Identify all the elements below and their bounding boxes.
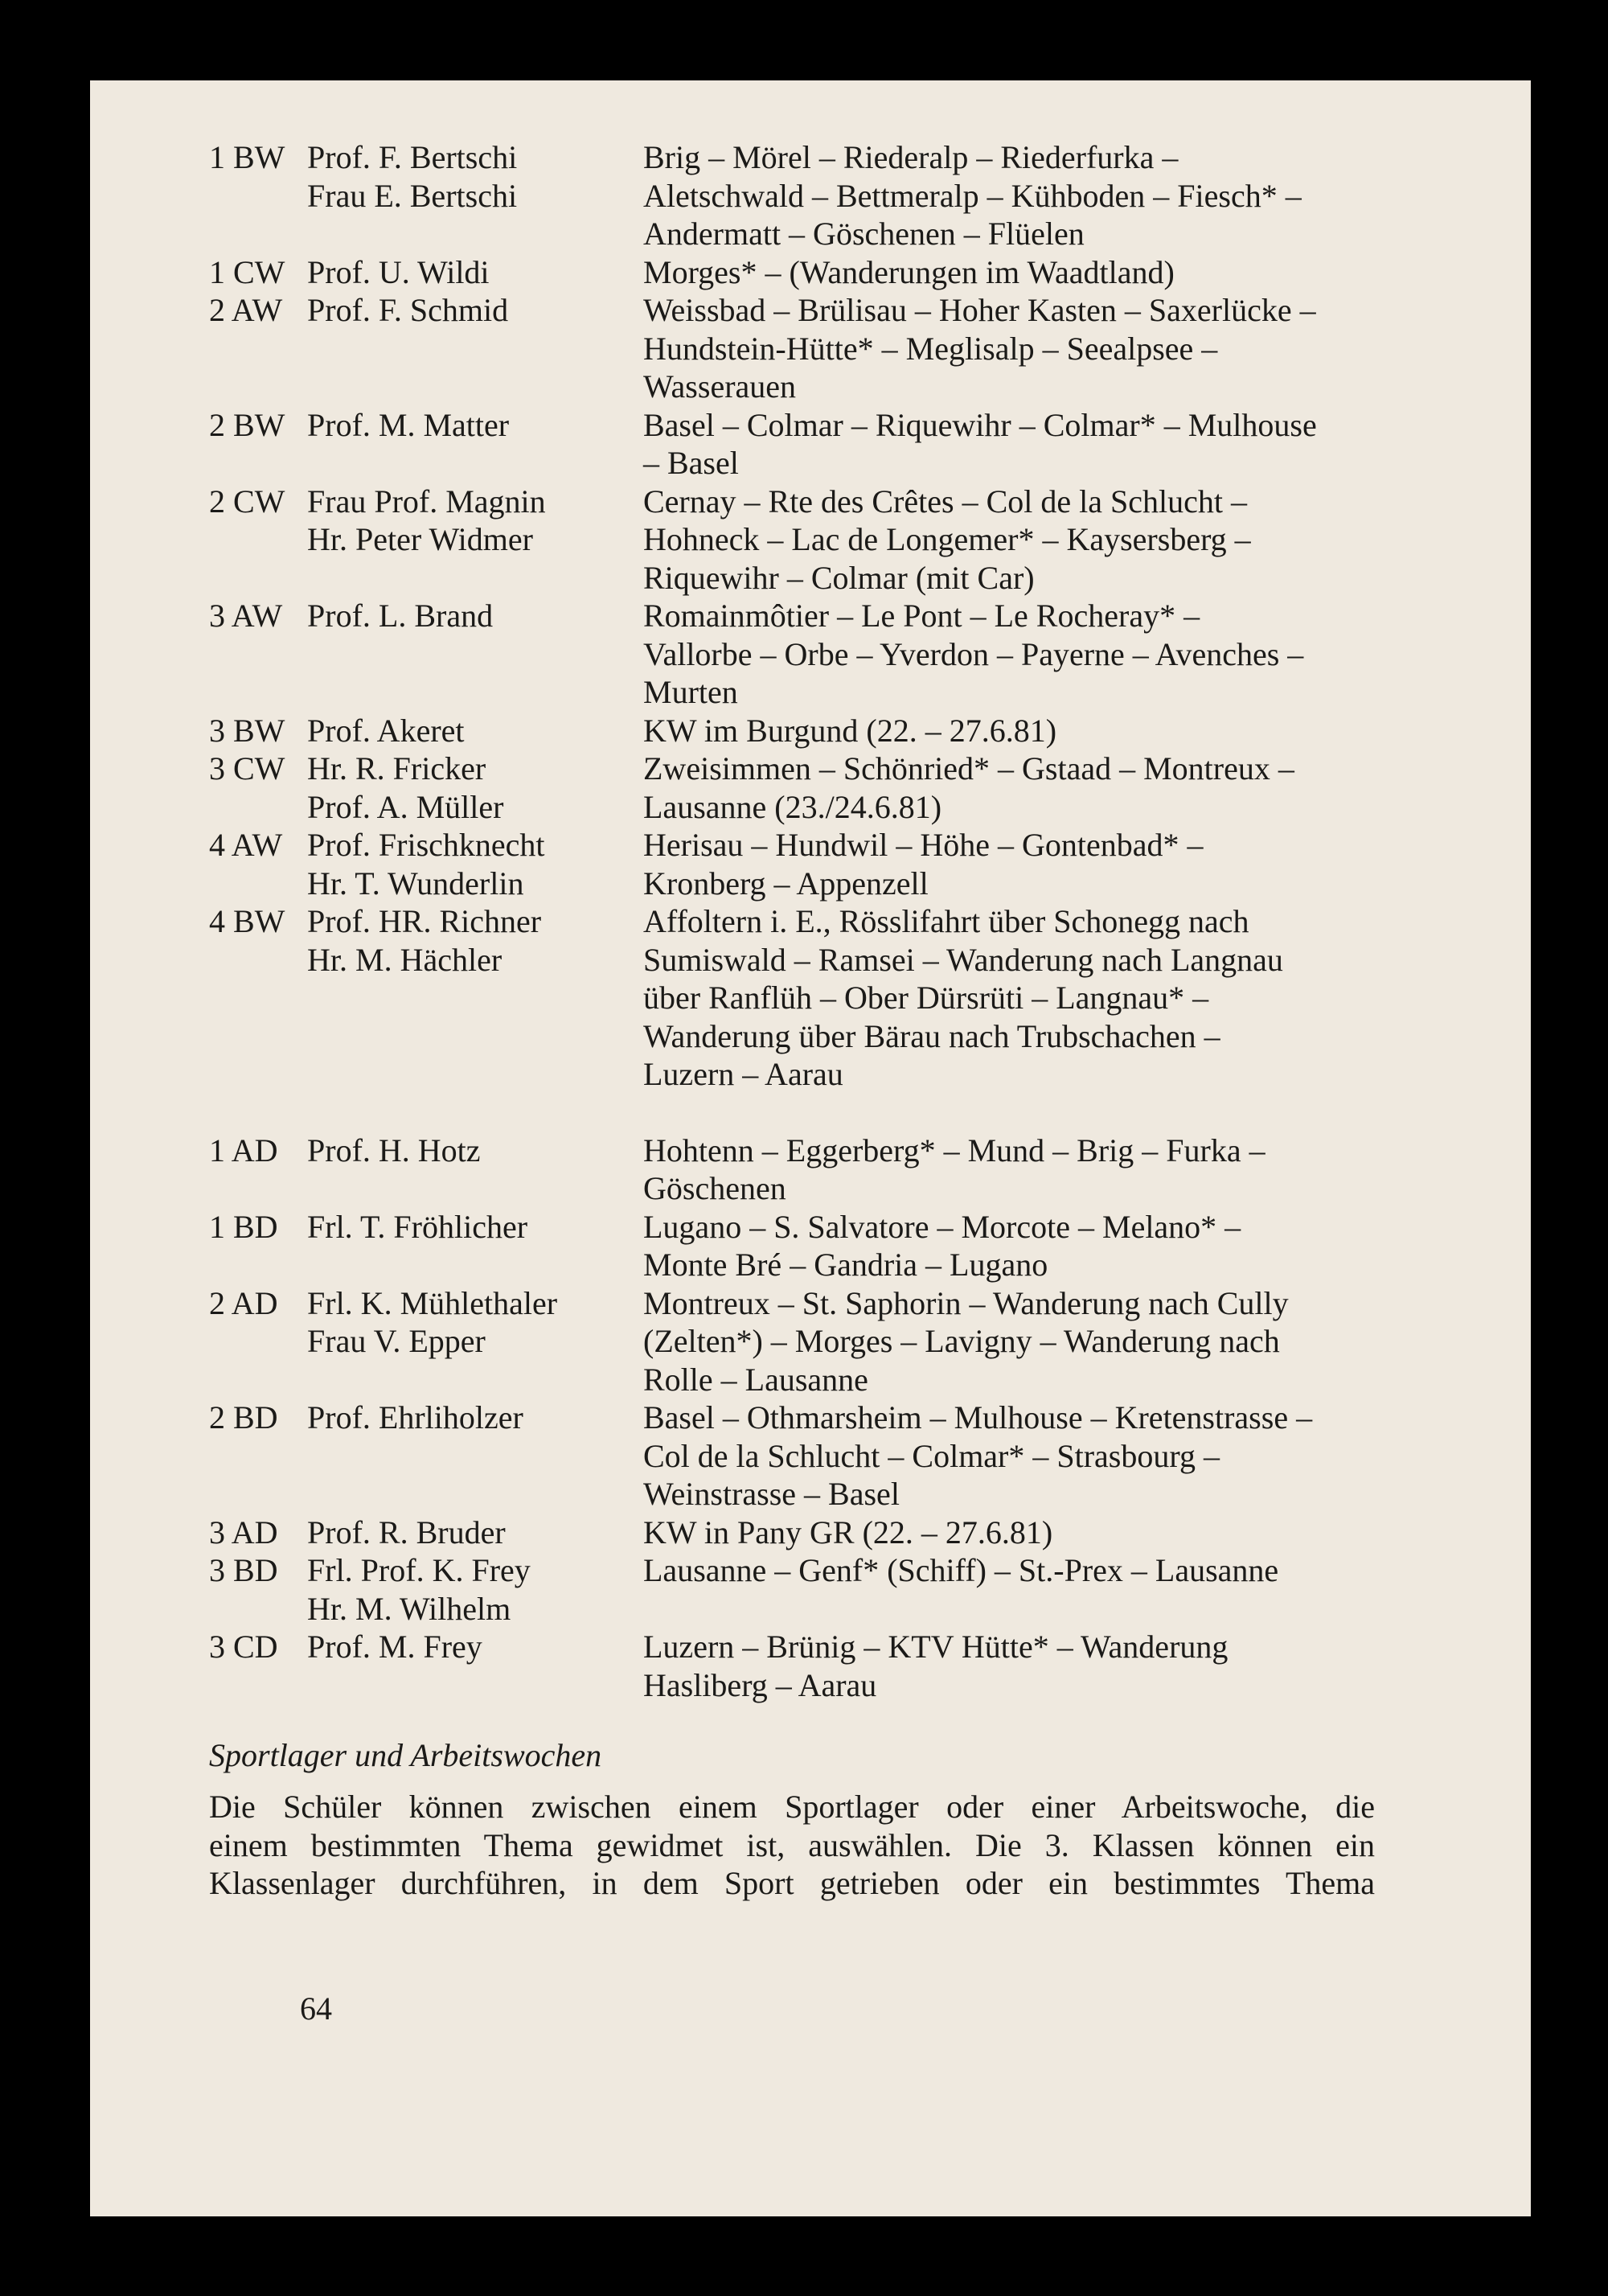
teacher-name: Prof. Frischknecht	[307, 827, 545, 863]
excursion-entry	[209, 1208, 1463, 1284]
route-line: Hohtenn – Eggerberg* – Mund – Brig – Furka –	[643, 1132, 1265, 1169]
route-line: Wanderung über Bärau nach Trubschachen –	[643, 1017, 1220, 1054]
route	[643, 826, 1455, 902]
teachers	[307, 1551, 643, 1628]
teacher-name: Hr. R. Fricker	[307, 750, 486, 787]
teachers	[307, 826, 643, 902]
teachers	[307, 1208, 643, 1284]
excursion-entry	[209, 902, 1463, 1094]
class-label: 1 BW	[209, 139, 285, 175]
excursion-entry	[209, 1628, 1463, 1704]
teacher-name: Prof. HR. Richner	[307, 903, 542, 939]
class-label: 2 CW	[209, 483, 285, 520]
excursion-entry	[209, 1399, 1463, 1514]
route-line: Weissbad – Brülisau – Hoher Kasten – Saxerlücke –	[643, 292, 1316, 328]
excursion-entry	[209, 1284, 1463, 1399]
route	[643, 1399, 1455, 1514]
route-line: Murten	[643, 674, 738, 710]
route	[643, 1208, 1455, 1284]
teachers	[307, 253, 643, 292]
teacher-name: Hr. M. Hächler	[307, 941, 503, 978]
class-label: 1 AD	[209, 1132, 278, 1169]
teachers	[307, 1284, 643, 1399]
route-line: (Zelten*) – Morges – Lavigny – Wanderung nach	[643, 1323, 1280, 1359]
route	[643, 1514, 1455, 1552]
teacher-name: Prof. Ehrliholzer	[307, 1399, 523, 1436]
route-line: Morges* – (Wanderungen im Waadtland)	[643, 253, 1175, 290]
excursion-entry	[209, 597, 1463, 712]
page-number: 64	[300, 1990, 332, 2027]
excursion-entry	[209, 750, 1463, 826]
route-line: Luzern – Aarau	[643, 1056, 843, 1092]
route	[643, 1628, 1455, 1704]
route-line: Sumiswald – Ramsei – Wanderung nach Langnau	[643, 941, 1283, 978]
class-label: 4 BW	[209, 903, 285, 939]
class-label: 3 CW	[209, 750, 285, 787]
excursion-list	[209, 138, 1463, 1903]
teacher-name: Prof. M. Matter	[307, 406, 510, 443]
route-line: Göschenen	[643, 1170, 786, 1206]
route-line: Brig – Mörel – Riederalp – Riederfurka –	[643, 139, 1179, 175]
route-line: Rolle – Lausanne	[643, 1361, 868, 1398]
route-line: Cernay – Rte des Crêtes – Col de la Schlucht –	[643, 483, 1247, 520]
route-line: Monte Bré – Gandria – Lugano	[643, 1247, 1048, 1283]
route-line: Riquewihr – Colmar (mit Car)	[643, 559, 1035, 596]
route-line: Hasliberg – Aarau	[643, 1666, 877, 1703]
route-line: – Basel	[643, 445, 739, 481]
teacher-name: Hr. M. Wilhelm	[307, 1590, 511, 1627]
teacher-name: Prof. A. Müller	[307, 788, 504, 825]
route-line: Kronberg – Appenzell	[643, 865, 929, 902]
teacher-name: Prof. U. Wildi	[307, 253, 490, 290]
route-line: Herisau – Hundwil – Höhe – Gontenbad* –	[643, 827, 1204, 863]
route-line: Weinstrasse – Basel	[643, 1476, 900, 1512]
route-line: Hohneck – Lac de Longemer* – Kaysersberg –	[643, 521, 1251, 557]
excursion-entry	[209, 483, 1463, 598]
route	[643, 1132, 1455, 1208]
route-line: über Ranflüh – Ober Dürsrüti – Langnau* –	[643, 980, 1209, 1016]
teacher-name: Hr. T. Wunderlin	[307, 865, 524, 902]
class-label: 3 CD	[209, 1629, 278, 1665]
route	[643, 483, 1455, 598]
teacher-name: Prof. L. Brand	[307, 598, 494, 634]
class-label: 4 AW	[209, 827, 283, 863]
excursion-entry	[209, 712, 1463, 750]
teachers	[307, 1399, 643, 1514]
route-line: Andermatt – Göschenen – Flüelen	[643, 216, 1085, 252]
route-line: Aletschwald – Bettmeralp – Kühboden – Fiesch* –	[643, 177, 1302, 214]
route-line: Col de la Schlucht – Colmar* – Strasbourg –	[643, 1437, 1220, 1474]
teacher-name: Frl. K. Mühlethaler	[307, 1284, 558, 1321]
class-label: 2 BD	[209, 1399, 278, 1436]
route-line: Zweisimmen – Schönried* – Gstaad – Montreux –	[643, 750, 1294, 787]
excursion-entry	[209, 406, 1463, 483]
class-label: 3 BW	[209, 712, 285, 749]
teacher-name: Prof. H. Hotz	[307, 1132, 481, 1169]
route-line: Hundstein-Hütte* – Meglisalp – Seealpsee –	[643, 330, 1218, 367]
teacher-name: Frau Prof. Magnin	[307, 483, 546, 520]
excursion-entry	[209, 138, 1463, 253]
paragraph-line: Klassenlager durchführen, in dem Sport getrieben oder ein bestimmtes Thema	[209, 1865, 1375, 1901]
route	[643, 406, 1455, 483]
section-heading: Sportlager und Arbeitswochen	[209, 1737, 602, 1773]
class-label: 2 AW	[209, 292, 283, 328]
route-line: Basel – Othmarsheim – Mulhouse – Kretenstrasse –	[643, 1399, 1313, 1436]
excursion-entry	[209, 291, 1463, 406]
route-line: Romainmôtier – Le Pont – Le Rocheray* –	[643, 598, 1200, 634]
excursion-entry	[209, 1514, 1463, 1552]
route-line: Lugano – S. Salvatore – Morcote – Melano* –	[643, 1208, 1241, 1245]
paragraph-line: einem bestimmten Thema gewidmet ist, auswählen. Die 3. Klassen können ein	[209, 1826, 1375, 1863]
teacher-name: Frau V. Epper	[307, 1323, 486, 1359]
route-line: Lausanne (23./24.6.81)	[643, 788, 942, 825]
class-label: 2 BW	[209, 406, 285, 443]
teacher-name: Frau E. Bertschi	[307, 177, 518, 214]
teachers	[307, 483, 643, 598]
teachers	[307, 1628, 643, 1704]
route	[643, 902, 1455, 1094]
teachers	[307, 1514, 643, 1552]
class-label: 1 CW	[209, 253, 285, 290]
section-paragraph	[209, 1788, 1375, 1903]
route	[643, 597, 1455, 712]
route	[643, 291, 1455, 406]
teacher-name: Hr. Peter Widmer	[307, 521, 533, 557]
teachers	[307, 1132, 643, 1208]
paragraph-line: Die Schüler können zwischen einem Sportlager oder einer Arbeitswoche, die	[209, 1789, 1375, 1825]
teacher-name: Prof. R. Bruder	[307, 1514, 506, 1551]
route-line: Vallorbe – Orbe – Yverdon – Payerne – Avenches –	[643, 635, 1304, 672]
route-line: Lausanne – Genf* (Schiff) – St.-Prex – Lausanne	[643, 1552, 1279, 1588]
teacher-name: Prof. Akeret	[307, 712, 465, 749]
route	[643, 1284, 1455, 1399]
route-line: Wasserauen	[643, 368, 797, 405]
route	[643, 1551, 1455, 1628]
teachers	[307, 597, 643, 712]
teachers	[307, 712, 643, 750]
teacher-name: Frl. Prof. K. Frey	[307, 1552, 531, 1588]
route-line: Montreux – St. Saphorin – Wanderung nach Cully	[643, 1284, 1289, 1321]
route-line: KW im Burgund (22. – 27.6.81)	[643, 712, 1057, 749]
teacher-name: Frl. T. Fröhlicher	[307, 1208, 528, 1245]
route-line: Luzern – Brünig – KTV Hütte* – Wanderung	[643, 1629, 1229, 1665]
class-label: 3 AW	[209, 598, 283, 634]
route	[643, 253, 1455, 292]
teachers	[307, 750, 643, 826]
route-line: Basel – Colmar – Riquewihr – Colmar* – Mulhouse	[643, 406, 1317, 443]
excursion-entry	[209, 1132, 1463, 1208]
teachers	[307, 138, 643, 253]
class-label: 3 AD	[209, 1514, 278, 1551]
teachers	[307, 291, 643, 406]
route-line: Affoltern i. E., Rösslifahrt über Schonegg nach	[643, 903, 1249, 939]
class-label: 1 BD	[209, 1208, 278, 1245]
class-label: 3 BD	[209, 1552, 278, 1588]
route-line: KW in Pany GR (22. – 27.6.81)	[643, 1514, 1053, 1551]
teacher-name: Prof. F. Bertschi	[307, 139, 518, 175]
route	[643, 712, 1455, 750]
teachers	[307, 902, 643, 1094]
excursion-entry	[209, 253, 1463, 292]
route	[643, 138, 1455, 253]
teacher-name: Prof. F. Schmid	[307, 292, 509, 328]
excursion-entry	[209, 1551, 1463, 1628]
class-label: 2 AD	[209, 1284, 278, 1321]
teachers	[307, 406, 643, 483]
excursion-entry	[209, 826, 1463, 902]
route	[643, 750, 1455, 826]
teacher-name: Prof. M. Frey	[307, 1629, 482, 1665]
